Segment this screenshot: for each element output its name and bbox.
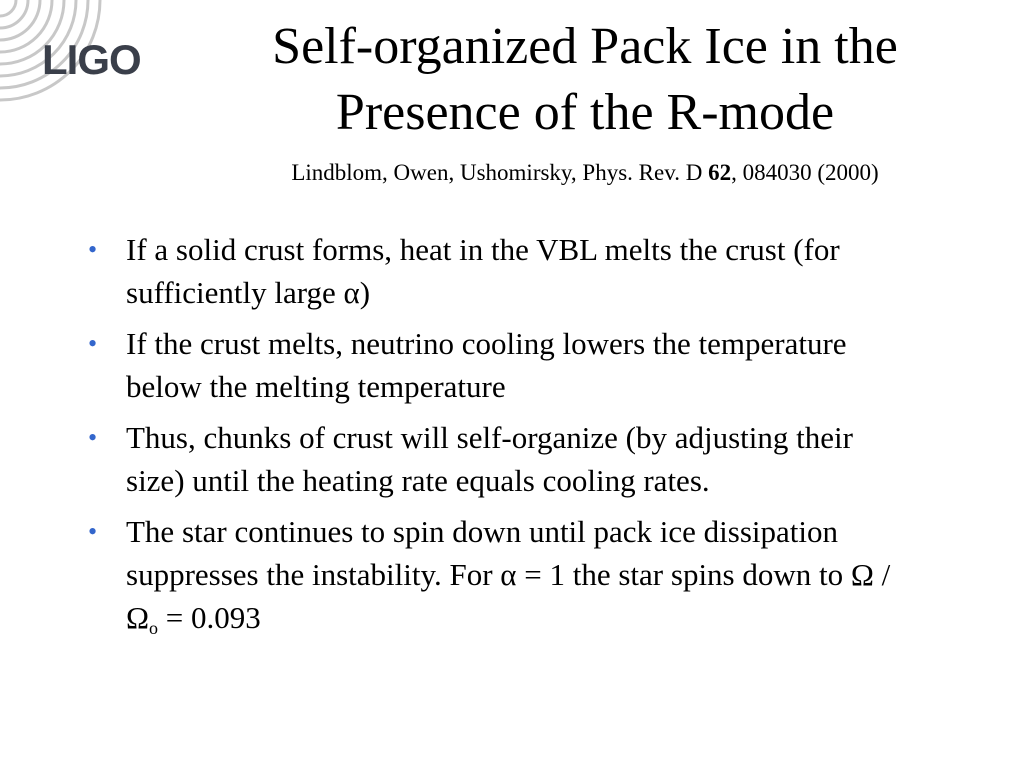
ligo-logo [0,0,200,130]
logo-text: LIGO [42,36,141,83]
citation [200,158,970,188]
citation-prefix: Lindblom, Owen, Ushomirsky, Phys. Rev. D [291,160,709,185]
bullet-dot-icon: • [88,517,98,546]
bullet-text: Thus, chunks of crust will self-organize (by adjusting their size) until the heating rate equals cooling rates. [126,420,853,498]
slide-title [200,14,970,146]
bullet-text: If the crust melts, neutrino cooling lowers the temperature below the melting temperature [126,326,847,404]
bullet-item-3 [88,416,908,502]
bullet-text: The star continues to spin down until pack ice dissipation suppresses the instability. For α = 1 the star spins down to Ω /Ω [126,514,891,635]
bullet-dot-icon: • [88,329,98,358]
bullet-item-4 [88,510,908,639]
omega-subscript: o [149,618,159,638]
title-line-1: Self-organized Pack Ice in the [272,18,898,75]
title-line-2: Presence of the R-mode [335,84,835,141]
bullet-item-1 [88,228,908,314]
bullet-text: If a solid crust forms, heat in the VBL melts the crust (for sufficiently large α) [126,232,840,310]
bullet-dot-icon: • [88,235,98,264]
citation-suffix: , 084030 (2000) [731,160,879,185]
bullet-text-after: = 0.093 [158,600,261,635]
bullet-item-2 [88,322,908,408]
citation-volume: 62 [708,160,732,185]
bullet-dot-icon: • [88,423,98,452]
bullet-list [88,228,908,647]
